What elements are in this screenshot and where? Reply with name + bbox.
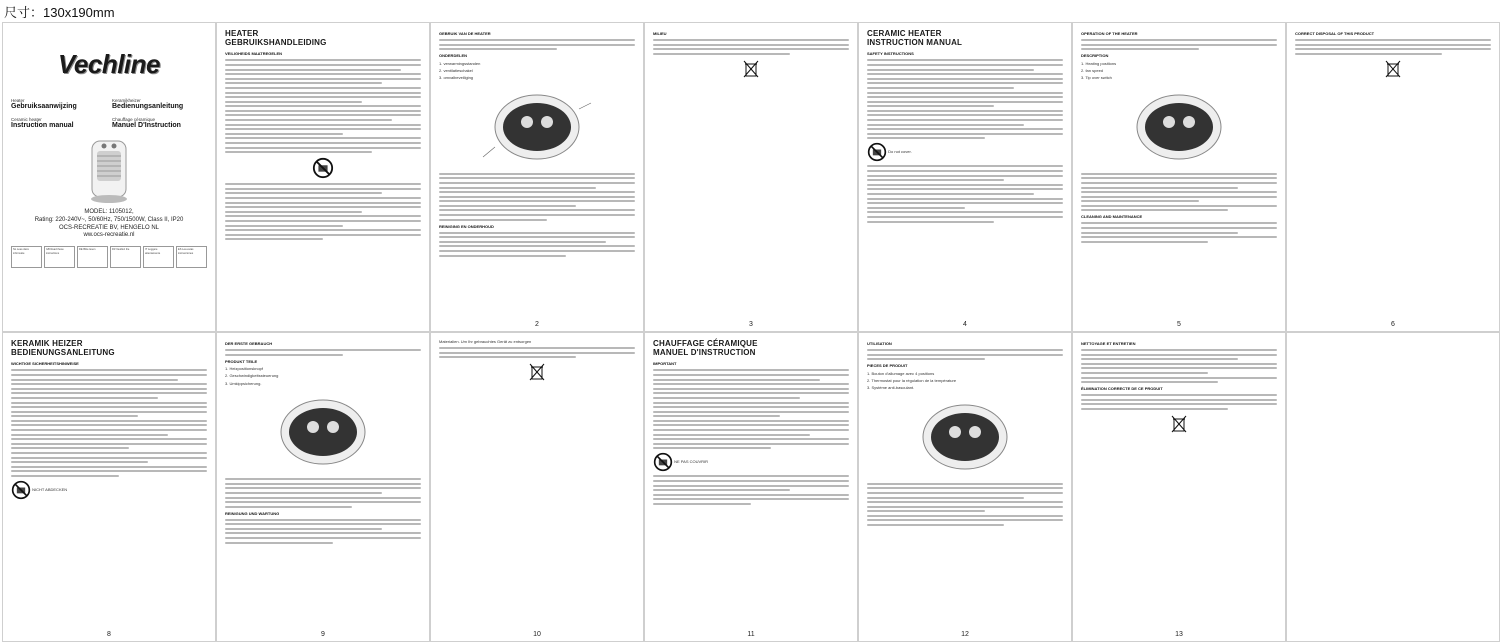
part-item: 2. Geschwindigkeitssteuerung <box>225 373 279 379</box>
rating-line: Rating: 220-240V~, 50/60Hz, 750/1500W, Class II, IP20 <box>34 216 184 223</box>
print-size-label: 尺寸：130x190mm <box>4 5 115 20</box>
part-item: 1. Heating positions <box>1081 60 1117 66</box>
brand-logo: Vechline <box>58 49 160 79</box>
page-fr-safety <box>644 332 858 642</box>
page-de-safety <box>2 332 216 642</box>
part-item: 3. Tip over switch <box>1081 75 1112 81</box>
section-heading: REINIGING EN ONDERHOUD <box>439 223 494 229</box>
section-heading: CLEANING AND MAINTENANCE <box>1081 214 1143 220</box>
cover-lang-de: Keramikheizer <box>112 98 141 103</box>
do-not-cover-label: Do not cover. <box>888 149 912 155</box>
page-fr-usage <box>858 332 1072 642</box>
do-not-cover-icon <box>867 142 887 162</box>
page-number: 2 <box>535 321 539 328</box>
section-heading: OPERATION OF THE HEATER <box>1081 31 1138 36</box>
page-number: 4 <box>963 321 967 328</box>
do-not-cover-icon <box>653 452 673 472</box>
section-heading: SAFETY INSTRUCTIONS <box>867 51 914 57</box>
section-heading: REINIGUNG UND WARTUNG <box>225 510 280 516</box>
page-number: 6 <box>1391 321 1395 328</box>
section-heading: MILIEU <box>653 31 667 36</box>
page-number: 8 <box>107 631 111 638</box>
page-nl-environment <box>644 22 858 332</box>
page-number: 11 <box>747 631 755 638</box>
page-de-usage <box>216 332 430 642</box>
page-heading: KERAMIK HEIZER <box>11 339 83 348</box>
part-item: 1. verwarmingsstanden <box>439 60 481 66</box>
cover-panel <box>2 22 216 332</box>
section-heading: ÉLIMINATION CORRECTE DE CE PRODUIT <box>1081 386 1163 392</box>
crossed-bin-icon <box>529 362 545 382</box>
cover-titles <box>11 98 207 133</box>
section-heading: DER ERSTE GEBRAUCH <box>225 341 273 346</box>
page-fr-cleaning <box>1072 332 1286 642</box>
section-heading: WICHTIGE SICHERHEITSHINWEISE <box>11 361 79 367</box>
section-heading: NETTOYAGE ET ENTRETIEN <box>1081 341 1136 346</box>
cover-lang-fr: Chauffage céramique <box>112 117 155 122</box>
page-number: 10 <box>533 631 541 638</box>
page-en-safety <box>858 22 1072 332</box>
part-item: 2. fan speed <box>1081 67 1104 73</box>
page-heading: INSTRUCTION MANUAL <box>867 38 963 48</box>
page-nl-usage <box>430 22 644 332</box>
page-heading: CERAMIC HEATER <box>867 29 942 38</box>
heater-illustration <box>477 87 597 167</box>
page-number: 3 <box>749 321 753 328</box>
page-number: 5 <box>1177 321 1181 328</box>
page-heading: MANUEL D'INSTRUCTION <box>653 348 756 358</box>
body-text-block <box>225 59 421 153</box>
page-heading: BEDIENUNGSANLEITUNG <box>11 348 115 358</box>
cover-title-nl: Gebruiksaanwijzing <box>11 103 77 110</box>
section-heading: ONDERDELEN <box>439 53 468 59</box>
part-item: 3. omvalbeveiliging <box>439 75 474 81</box>
part-item: 1. Heizpositionsknopf <box>225 365 264 371</box>
section-heading: PIECES DE PRODUIT <box>867 363 908 369</box>
page-en-disposal <box>1286 22 1500 332</box>
heater-illustration <box>1119 87 1239 167</box>
crossed-bin-icon <box>1385 59 1401 79</box>
model-line: MODEL: 1105012, <box>84 209 134 215</box>
language-box: ES Lea estas instrucciones <box>176 246 207 268</box>
language-boxes <box>11 246 207 268</box>
page-number: 13 <box>1175 631 1183 638</box>
crossed-bin-icon <box>743 59 759 79</box>
cover-lang-en: Ceramic heater <box>11 117 42 122</box>
tower-heater-illustration <box>84 137 134 205</box>
section-heading: PRODUKT TEILE <box>225 358 258 364</box>
body-text-block <box>225 183 421 240</box>
section-heading: CORRECT DISPOSAL OF THIS PRODUCT <box>1295 31 1375 36</box>
section-heading: VEILIGHEIDS MAATREGELEN <box>225 51 283 57</box>
heater-illustration <box>905 397 1025 477</box>
page-en-operation <box>1072 22 1286 332</box>
cover-title-en: Instruction manual <box>11 122 74 129</box>
language-box: NL Lees deze informatie <box>11 246 42 268</box>
cover-lang-nl: Heater <box>11 98 25 103</box>
language-box: DE Bitte lesen <box>77 246 108 268</box>
part-item: 2. ventilatieschakel <box>439 67 473 73</box>
page-heading: GEBRUIKSHANDLEIDING <box>225 38 327 48</box>
company-line: OCS-RECREATIE BV, HENGELO NL <box>58 224 160 231</box>
cover-title-fr: Manuel D'Instruction <box>112 122 181 129</box>
language-box: FR Veuillez lire <box>110 246 141 268</box>
page-de-environment <box>430 332 644 642</box>
section-heading: UTILISATION <box>867 341 892 346</box>
section-heading: DESCRIPTION <box>1081 53 1109 59</box>
part-item: 2. Thermostat pour la régulation de la température <box>867 377 957 383</box>
part-item: 3. Système anti-basculant. <box>867 385 915 391</box>
cover-title-de: Bedienungsanleitung <box>112 103 184 110</box>
do-not-cover-label: NE PAS COUVRIR <box>674 459 709 465</box>
section-heading: IMPORTANT <box>653 361 677 367</box>
manual-sheet <box>0 22 1500 642</box>
do-not-cover-label: NICHT ABDECKEN <box>32 487 68 493</box>
blank-page <box>1286 332 1500 642</box>
crossed-bin-icon <box>1171 414 1187 434</box>
language-box: IT Leggere attentamente <box>143 246 174 268</box>
page-number: 9 <box>321 631 325 638</box>
page-nl-safety <box>216 22 430 332</box>
part-item: 1. Bouton d'allumage avec 4 positions <box>867 370 935 376</box>
page-heading: CHAUFFAGE CÉRAMIQUE <box>653 339 758 348</box>
body-text: Materialien. Um Ihr gebrauchtes Gerät zu entsorgen <box>439 339 532 344</box>
language-box: GB Read these instructions <box>44 246 75 268</box>
page-heading: HEATER <box>225 29 259 38</box>
part-item: 3. Umkippsicherung. <box>225 380 262 386</box>
do-not-cover-icon <box>11 480 31 500</box>
section-heading: GEBRUIK VAN DE HEATER <box>439 31 491 36</box>
do-not-cover-icon <box>312 157 334 179</box>
page-number: 12 <box>961 631 969 638</box>
heater-illustration <box>263 392 383 472</box>
website-line: ww.ocs-recreatie.nl <box>83 232 135 239</box>
